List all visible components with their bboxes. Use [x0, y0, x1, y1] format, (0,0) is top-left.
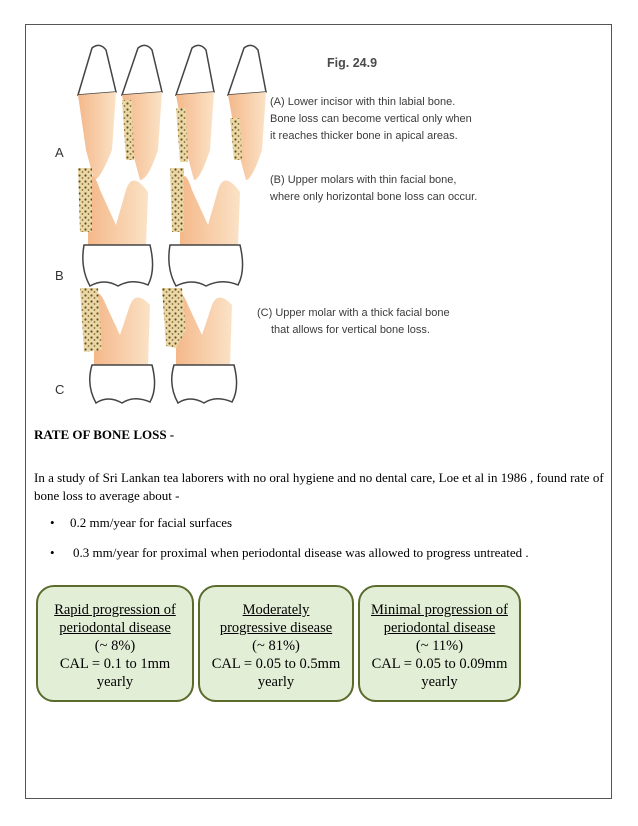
moderate-progression-box: Moderately progressive disease (~ 81%) CAL = 0.05 to 0.5mm yearly	[198, 585, 354, 702]
incisor-2	[122, 45, 162, 180]
molar-c2	[162, 288, 237, 403]
row-label-a: A	[55, 145, 64, 160]
caption-c: (C) Upper molar with a thick facial bone that allows for vertical bone loss.	[257, 307, 450, 336]
row-c-molars	[80, 288, 237, 403]
incisor-3	[176, 45, 214, 180]
list-item: • 0.2 mm/year for facial surfaces	[50, 515, 233, 530]
bullet-icon: •	[50, 545, 55, 560]
row-a-incisors	[78, 45, 266, 180]
figure-title: Fig. 24.9	[327, 56, 378, 70]
incisor-1	[78, 45, 116, 180]
molar-b1	[78, 168, 153, 286]
molar-b2	[169, 168, 243, 286]
caption-b: (B) Upper molars with thin facial bone, where only horizontal bone loss can occur.	[270, 174, 478, 203]
bullet-icon: •	[50, 515, 55, 530]
section-heading: RATE OF BONE LOSS -	[34, 427, 175, 442]
bullet-list	[50, 514, 610, 574]
caption-a: (A) Lower incisor with thin labial bone. Bone loss can become vertical only when it reaches thicker bone in apical areas.	[270, 96, 472, 142]
row-label-b: B	[55, 268, 64, 283]
molar-c1	[80, 288, 155, 403]
row-b-molars	[78, 168, 243, 286]
rapid-progression-box: Rapid progression of periodontal disease (~ 8%) CAL = 0.1 to 1mm yearly	[36, 585, 194, 702]
list-item: • 0.3 mm/year for proximal when periodontal disease was allowed to progress untreated .	[50, 545, 529, 560]
minimal-progression-box: Minimal progression of periodontal disease (~ 11%) CAL = 0.05 to 0.09mm yearly	[358, 585, 521, 702]
row-label-c: C	[55, 382, 65, 397]
body-paragraph: In a study of Sri Lankan tea laborers with no oral hygiene and no dental care, Loe et al in 1986 , found rate of bone loss to average about -	[34, 470, 604, 503]
incisor-4	[228, 45, 266, 180]
